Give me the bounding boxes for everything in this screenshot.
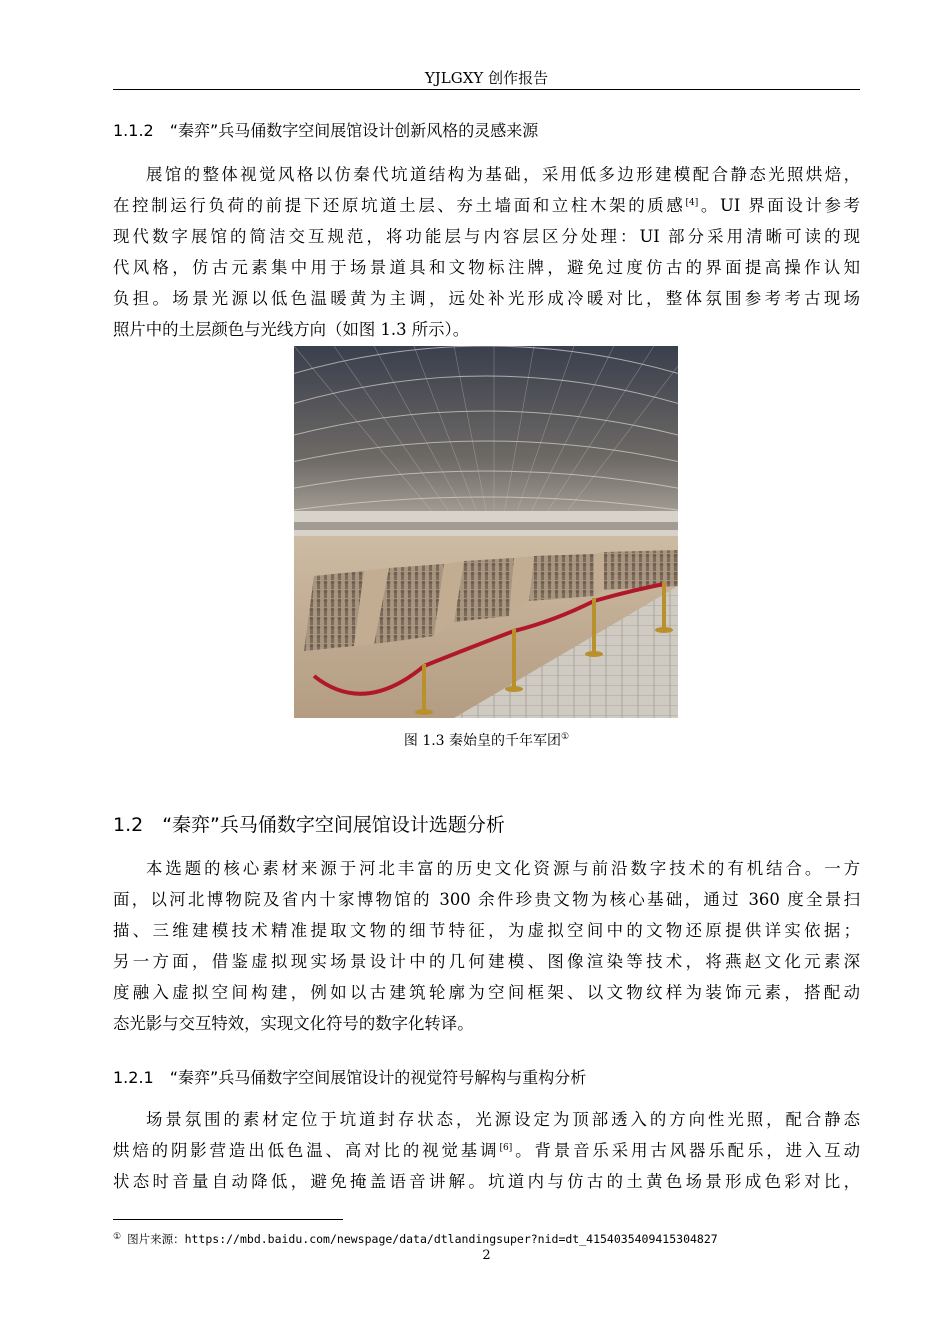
footnote-marker: ①: [113, 1232, 122, 1242]
terracotta-army-photo: [294, 346, 678, 718]
paragraph-line: 本选题的核心素材来源于河北丰富的历史文化资源与前沿数字技术的有机结合。一方: [146, 859, 860, 878]
citation: [4]: [685, 198, 699, 208]
citation: [6]: [499, 1143, 513, 1153]
figure-caption: [113, 731, 860, 751]
section-heading-1-2: 1.2 “秦弈”兵马俑数字空间展馆设计选题分析: [113, 814, 505, 836]
paragraph-visual-symbols: [113, 1104, 860, 1197]
paragraph-line: 照片中的土层颜色与光线方向（如图 1.3 所示）。: [113, 320, 470, 339]
footnote-url[interactable]: https://mbd.baidu.com/newspage/data/dtlandingsuper?nid=dt_4154035409415304827: [184, 1232, 718, 1246]
paragraph-line: 场景氛围的素材定位于坑道封存状态，光源设定为顶部透入的方向性光照，配合静态: [146, 1110, 860, 1129]
line-text: 烘焙的阴影营造出低色温、高对比的视觉基调: [113, 1141, 500, 1160]
paragraph-line: 展馆的整体视觉风格以仿秦代坑道结构为基础，采用低多边形建模配合静态光照烘焙，: [146, 165, 860, 184]
paragraph-inspiration: [113, 159, 860, 345]
page-header: YJLGXY 创作报告: [424, 69, 549, 87]
paragraph-line: 态光影与交互特效，实现文化符号的数字化转译。: [113, 1014, 474, 1033]
paragraph-line: 面，以河北博物院及省内十家博物馆的 300 余件珍贵文物为核心基础，通过 360 度全景扫: [113, 890, 860, 909]
page-number: 2: [482, 1248, 491, 1263]
section-heading-1-2-1: 1.2.1 “秦弈”兵马俑数字空间展馆设计的视觉符号解构与重构分析: [113, 1068, 587, 1087]
footnote-marker: ①: [561, 732, 570, 742]
paragraph-line: 状态时音量自动降低，避免掩盖语音讲解。坑道内与仿古的土黄色场景形成色彩对比，: [113, 1172, 860, 1191]
paragraph-line: 负担。场景光源以低色温暖黄为主调，远处补光形成冷暖对比，整体氛围参考考古现场: [113, 289, 860, 308]
section-heading-1-1-2: 1.1.2 “秦弈”兵马俑数字空间展馆设计创新风格的灵感来源: [113, 121, 539, 140]
line-text: 在控制运行负荷的前提下还原坑道土层、夯土墙面和立柱木架的质感: [113, 196, 686, 215]
paragraph-line: 现代数字展馆的简洁交互规范，将功能层与内容层区分处理：UI 部分采用清晰可读的现: [113, 227, 860, 246]
footnote-divider: [113, 1219, 343, 1220]
line-text: 。背景音乐采用古风器乐配乐，进入互动: [512, 1141, 860, 1160]
photo-illustration: [294, 346, 678, 718]
paragraph-line: 度融入虚拟空间构建，例如以古建筑轮廓为空间框架、以文物纹样为装饰元素，搭配动: [113, 983, 860, 1002]
footnote-label: 图片来源：: [127, 1232, 185, 1246]
line-text: 。UI 界面设计参考: [698, 196, 860, 215]
paragraph-line: [113, 1135, 860, 1166]
paragraph-line: 描、三维建模技术精准提取文物的细节特征，为虚拟空间中的文物还原提供详实依据；: [113, 921, 860, 940]
footnote: [113, 1229, 860, 1247]
caption-text: 图 1.3 秦始皇的千年军团: [403, 733, 562, 749]
paragraph-line: 另一方面，借鉴虚拟现实场景设计中的几何建模、图像渲染等技术，将燕赵文化元素深: [113, 952, 860, 971]
paragraph-line: 代风格，仿古元素集中用于场景道具和文物标注牌，避免过度仿古的界面提高操作认知: [113, 258, 860, 277]
paragraph-topic-analysis: [113, 853, 860, 1039]
paragraph-line: [113, 190, 860, 221]
header-divider: [113, 89, 860, 90]
